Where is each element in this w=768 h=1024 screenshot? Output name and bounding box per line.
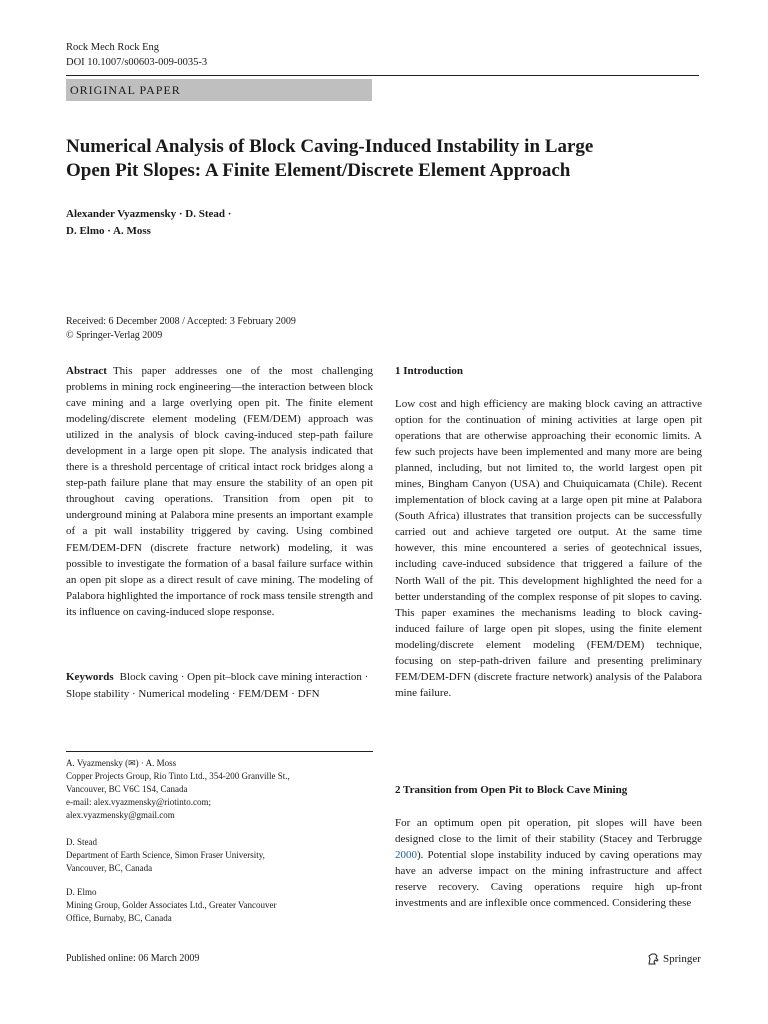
- section2-text-end: ). Potential slope instability induced by caving operations may have an adverse impact on the mining infrastructure and affect reserve recovery. Caving operations require high up-front investments and are inflexible once commenced. Considering these: [395, 849, 702, 910]
- affiliation-line: Mining Group, Golder Associates Ltd., Greater Vancouver: [66, 900, 277, 910]
- affiliation-authors: D. Stead: [66, 837, 97, 847]
- authors-line-2: D. Elmo · A. Moss: [66, 225, 151, 237]
- intro-heading: 1 Introduction: [395, 365, 463, 377]
- affiliation-3: [66, 886, 376, 925]
- affiliation-authors: D. Elmo: [66, 887, 97, 897]
- affiliation-authors: A. Vyazmensky (✉) · A. Moss: [66, 758, 177, 768]
- keywords-text: Block caving · Open pit–block cave mining interaction · Slope stability · Numerical modeling · FEM/DEM · DFN: [66, 671, 369, 700]
- email-link[interactable]: alex.vyazmensky@gmail.com: [66, 810, 175, 820]
- affiliation-1: [66, 757, 376, 822]
- keywords-label: Keywords: [66, 671, 114, 683]
- affiliation-line: Copper Projects Group, Rio Tinto Ltd., 354-200 Granville St.,: [66, 771, 290, 781]
- intro-text: Low cost and high efficiency are making block caving an attractive option for the continuation of mining activities at large open pit operations that are otherwise approaching their economic limits. A few such projects have been implemented and many more are being planned, including, but not limited to, the world largest open pit mines, Bingham Canyon (USA) and Chuiquicamata (Chile). Recent implementation of block caving at a large open pit mine at Palabora (South Africa) illustrates that transition projects can be successfully carried out and achieve targeted ore output. At the same time however, this mine encountered a series of geotechnical issues, including cave-induced subsidence that triggered a failure of the North Wall of the pit. This development highlighted the need for a better understanding of the complex response of pit slopes to caving. This paper examines the mechanisms leading to block caving-induced failure of large open pit slopes, using the finite element modeling/discrete element modeling (FEM/DEM) technique, focusing on step-path-driven failure and presenting preliminary FEM/DEM-DFN (discrete fracture network) analysis of the Palabora mine failure.: [395, 398, 702, 699]
- publication-dates: [66, 315, 466, 343]
- received-accepted: Received: 6 December 2008 / Accepted: 3 February 2009: [66, 316, 296, 327]
- journal-header: [66, 40, 207, 70]
- affiliation-line: Vancouver, BC V6C 1S4, Canada: [66, 784, 188, 794]
- affiliation-line: Department of Earth Science, Simon Fraser University,: [66, 850, 265, 860]
- affiliation-line: Office, Burnaby, BC, Canada: [66, 913, 172, 923]
- abstract-text: This paper addresses one of the most challenging problems in mining rock engineering—the interaction between block cave mining and a large overlying open pit. The finite element modeling/discrete element modeling (FEM/DEM) approach was utilized in the analysis of block caving-induced step-path failure development in a large open pit slope. The analysis indicated that there is a threshold percentage of critical intact rock bridges along a step-path failure plane that may ensure the stability of an open pit throughout caving operations. Transition from open pit to underground mining at Palabora mine presents an important example of a pit wall instability triggered by caving. Using combined FEM/DEM-DFN (discrete fracture network) modeling, it was possible to investigate the formation of a basal failure surface within an open pit slope as a direct result of cave mining. The modeling of Palabora highlighted the importance of rock mass tensile strength and its influence on caving-induced slope response.: [66, 365, 374, 618]
- section-type-badge: ORIGINAL PAPER: [66, 79, 372, 101]
- title-line-2: Open Pit Slopes: A Finite Element/Discrete Element Approach: [66, 160, 571, 181]
- springer-horse-icon: [646, 952, 660, 966]
- header-rule: [66, 75, 699, 76]
- footnote-rule: [66, 751, 373, 752]
- authors-line-1: Alexander Vyazmensky · D. Stead ·: [66, 208, 232, 220]
- copyright: © Springer-Verlag 2009: [66, 330, 163, 341]
- affiliation-2: [66, 836, 376, 875]
- publisher-name: Springer: [663, 953, 701, 965]
- email-link[interactable]: e-mail: alex.vyazmensky@riotinto.com;: [66, 797, 211, 807]
- abstract: [66, 363, 373, 620]
- affiliation-line: Vancouver, BC, Canada: [66, 863, 153, 873]
- keywords: [66, 669, 373, 702]
- section2-text: [395, 815, 702, 911]
- title-line-1: Numerical Analysis of Block Caving-Induced Instability in Large: [66, 136, 594, 157]
- journal-name: Rock Mech Rock Eng: [66, 42, 160, 53]
- abstract-label: Abstract: [66, 365, 107, 377]
- published-online: Published online: 06 March 2009: [66, 953, 200, 964]
- doi[interactable]: DOI 10.1007/s00603-009-0035-3: [66, 57, 208, 68]
- publisher-logo: [646, 952, 701, 966]
- authors: [66, 206, 466, 240]
- section2-heading: 2 Transition from Open Pit to Block Cave Mining: [395, 784, 628, 796]
- paper-title: [66, 135, 706, 183]
- citation-link[interactable]: 2000: [395, 849, 417, 862]
- section2-text-start: For an optimum open pit operation, pit slopes will have been designed close to the limit of their stability (Stacey and Terbrugge: [395, 817, 702, 846]
